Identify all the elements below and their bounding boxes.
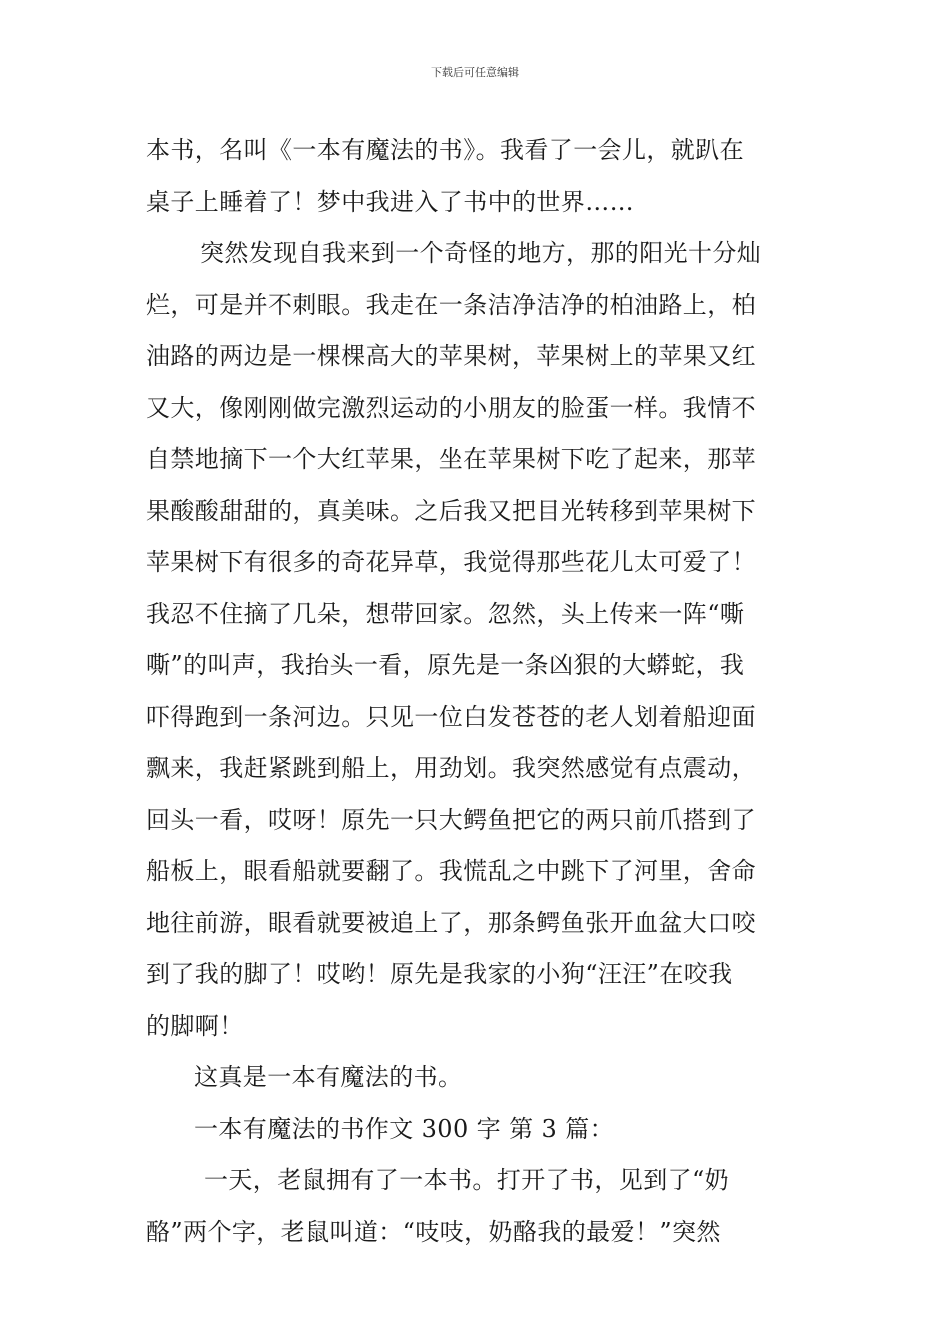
text-line: 自禁地摘下一个大红苹果，坐在苹果树下吃了起来，那苹 (146, 445, 756, 473)
text-line: 嘶”的叫声，我抬头一看，原先是一条凶狠的大蟒蛇，我 (146, 651, 745, 679)
text-line: 吓得跑到一条河边。只见一位白发苍苍的老人划着船迎面 (146, 702, 756, 731)
text-line: 油路的两边是一棵棵高大的苹果树，苹果树上的苹果又红 (146, 342, 756, 370)
text-line: 一本有魔法的书作文 300 字 第 3 篇： (194, 1114, 615, 1143)
text-line: 这真是一本有魔法的书。 (194, 1063, 463, 1091)
document-body (146, 125, 808, 1258)
text-line: 果酸酸甜甜的，真美味。之后我又把目光转移到苹果树下 (146, 496, 756, 525)
text-line: 又大，像刚刚做完激烈运动的小朋友的脸蛋一样。我情不 (146, 393, 756, 422)
text-line: 地往前游，眼看就要被追上了，那条鳄鱼张开血盆大口咬 (146, 908, 756, 937)
text-line: 突然发现自我来到一个奇怪的地方，那的阳光十分灿 (200, 239, 762, 267)
text-line: 烂，可是并不刺眼。我走在一条洁净洁净的柏油路上，柏 (146, 290, 756, 319)
page-header: 下载后可任意编辑 (431, 66, 519, 79)
text-line: 我忍不住摘了几朵，想带回家。忽然，头上传来一阵“嘶 (146, 599, 745, 628)
text-line: 到了我的脚了！哎哟！原先是我家的小狗“汪汪”在咬我 (146, 960, 733, 988)
text-line: 的脚啊！ (146, 1011, 244, 1040)
text-line: 一天，老鼠拥有了一本书。打开了书，见到了“奶 (204, 1166, 730, 1194)
text-line: 本书，名叫《一本有魔法的书》。我看了一会儿，就趴在 (146, 136, 744, 164)
text-line: 船板上，眼看船就要翻了。我慌乱之中跳下了河里，舍命 (146, 857, 756, 885)
text-line: 飘来，我赶紧跳到船上，用劲划。我突然感觉有点震动， (146, 754, 756, 782)
text-line: 酪”两个字，老鼠叫道：“吱吱，奶酪我的最爱！”突然 (146, 1217, 721, 1246)
text-line: 回头一看，哎呀！原先一只大鳄鱼把它的两只前爪搭到了 (146, 805, 756, 834)
text-line: 桌子上睡着了！梦中我进入了书中的世界…… (146, 187, 634, 216)
text-line: 苹果树下有很多的奇花异草，我觉得那些花儿太可爱了！ (146, 548, 756, 576)
